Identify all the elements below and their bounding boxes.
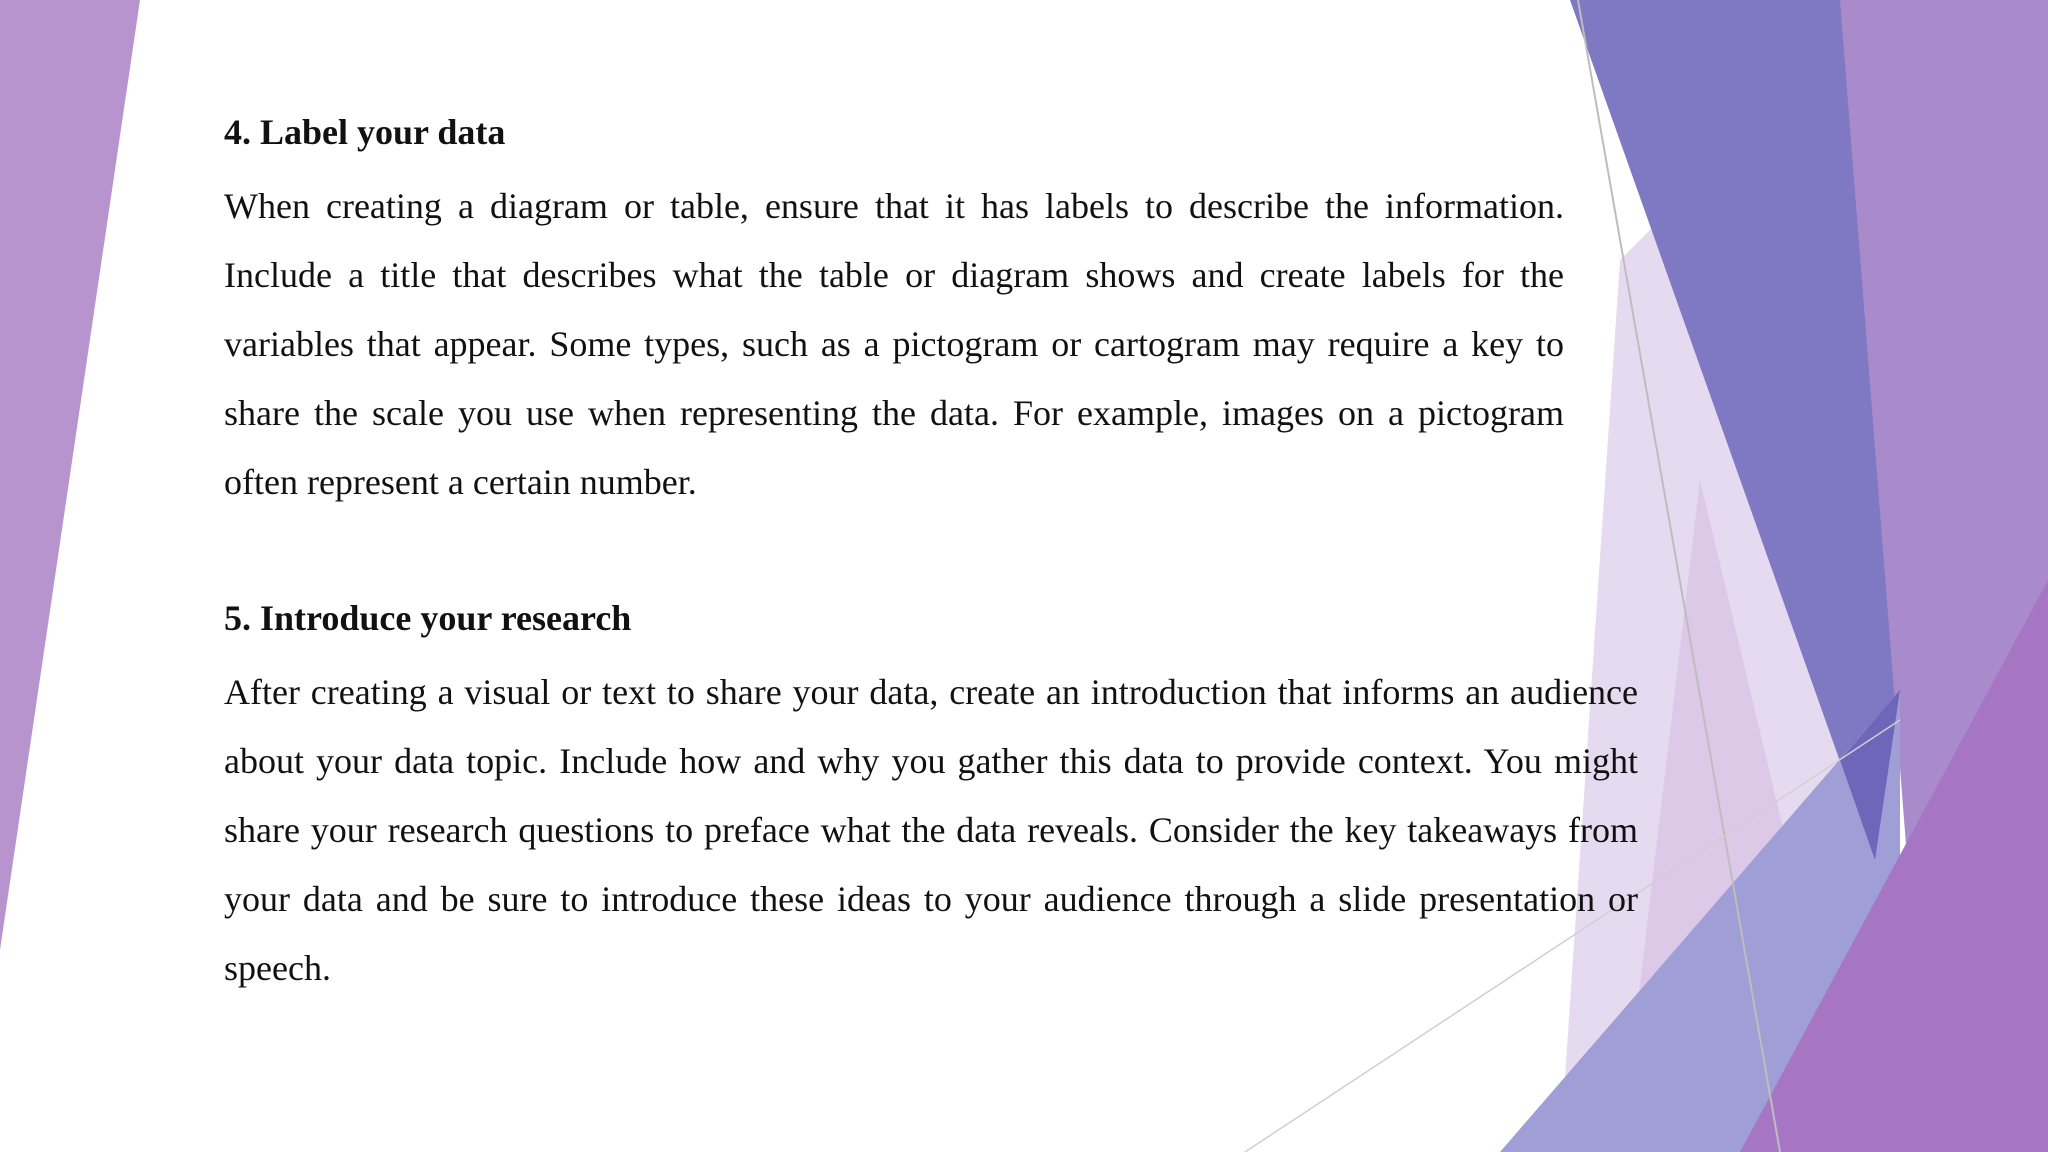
section-body: After creating a visual or text to share your data, create an introduction that informs an audience about your data topic. Include how and why you gather this data to provide context. You might share your research questions to preface what the data reveals. Consider the key takeaways from your data and be sure to introduce these ideas to your audience through a slide presentation or speech. — [224, 672, 1638, 988]
section-label-your-data — [224, 104, 1564, 517]
left-purple-wedge — [0, 0, 140, 950]
section-introduce-research — [224, 590, 1638, 1003]
section-heading: 5. Introduce your research — [224, 598, 632, 638]
section-body: When creating a diagram or table, ensure that it has labels to describe the information. Include a title that describes what the table or diagram shows and create labels for the variables that appear. Some types, such as a pictogram or cartogram may require a key to share the scale you use when representing the data. For example, images on a pictogram often represent a certain number. — [224, 186, 1564, 502]
section-heading: 4. Label your data — [224, 112, 506, 152]
